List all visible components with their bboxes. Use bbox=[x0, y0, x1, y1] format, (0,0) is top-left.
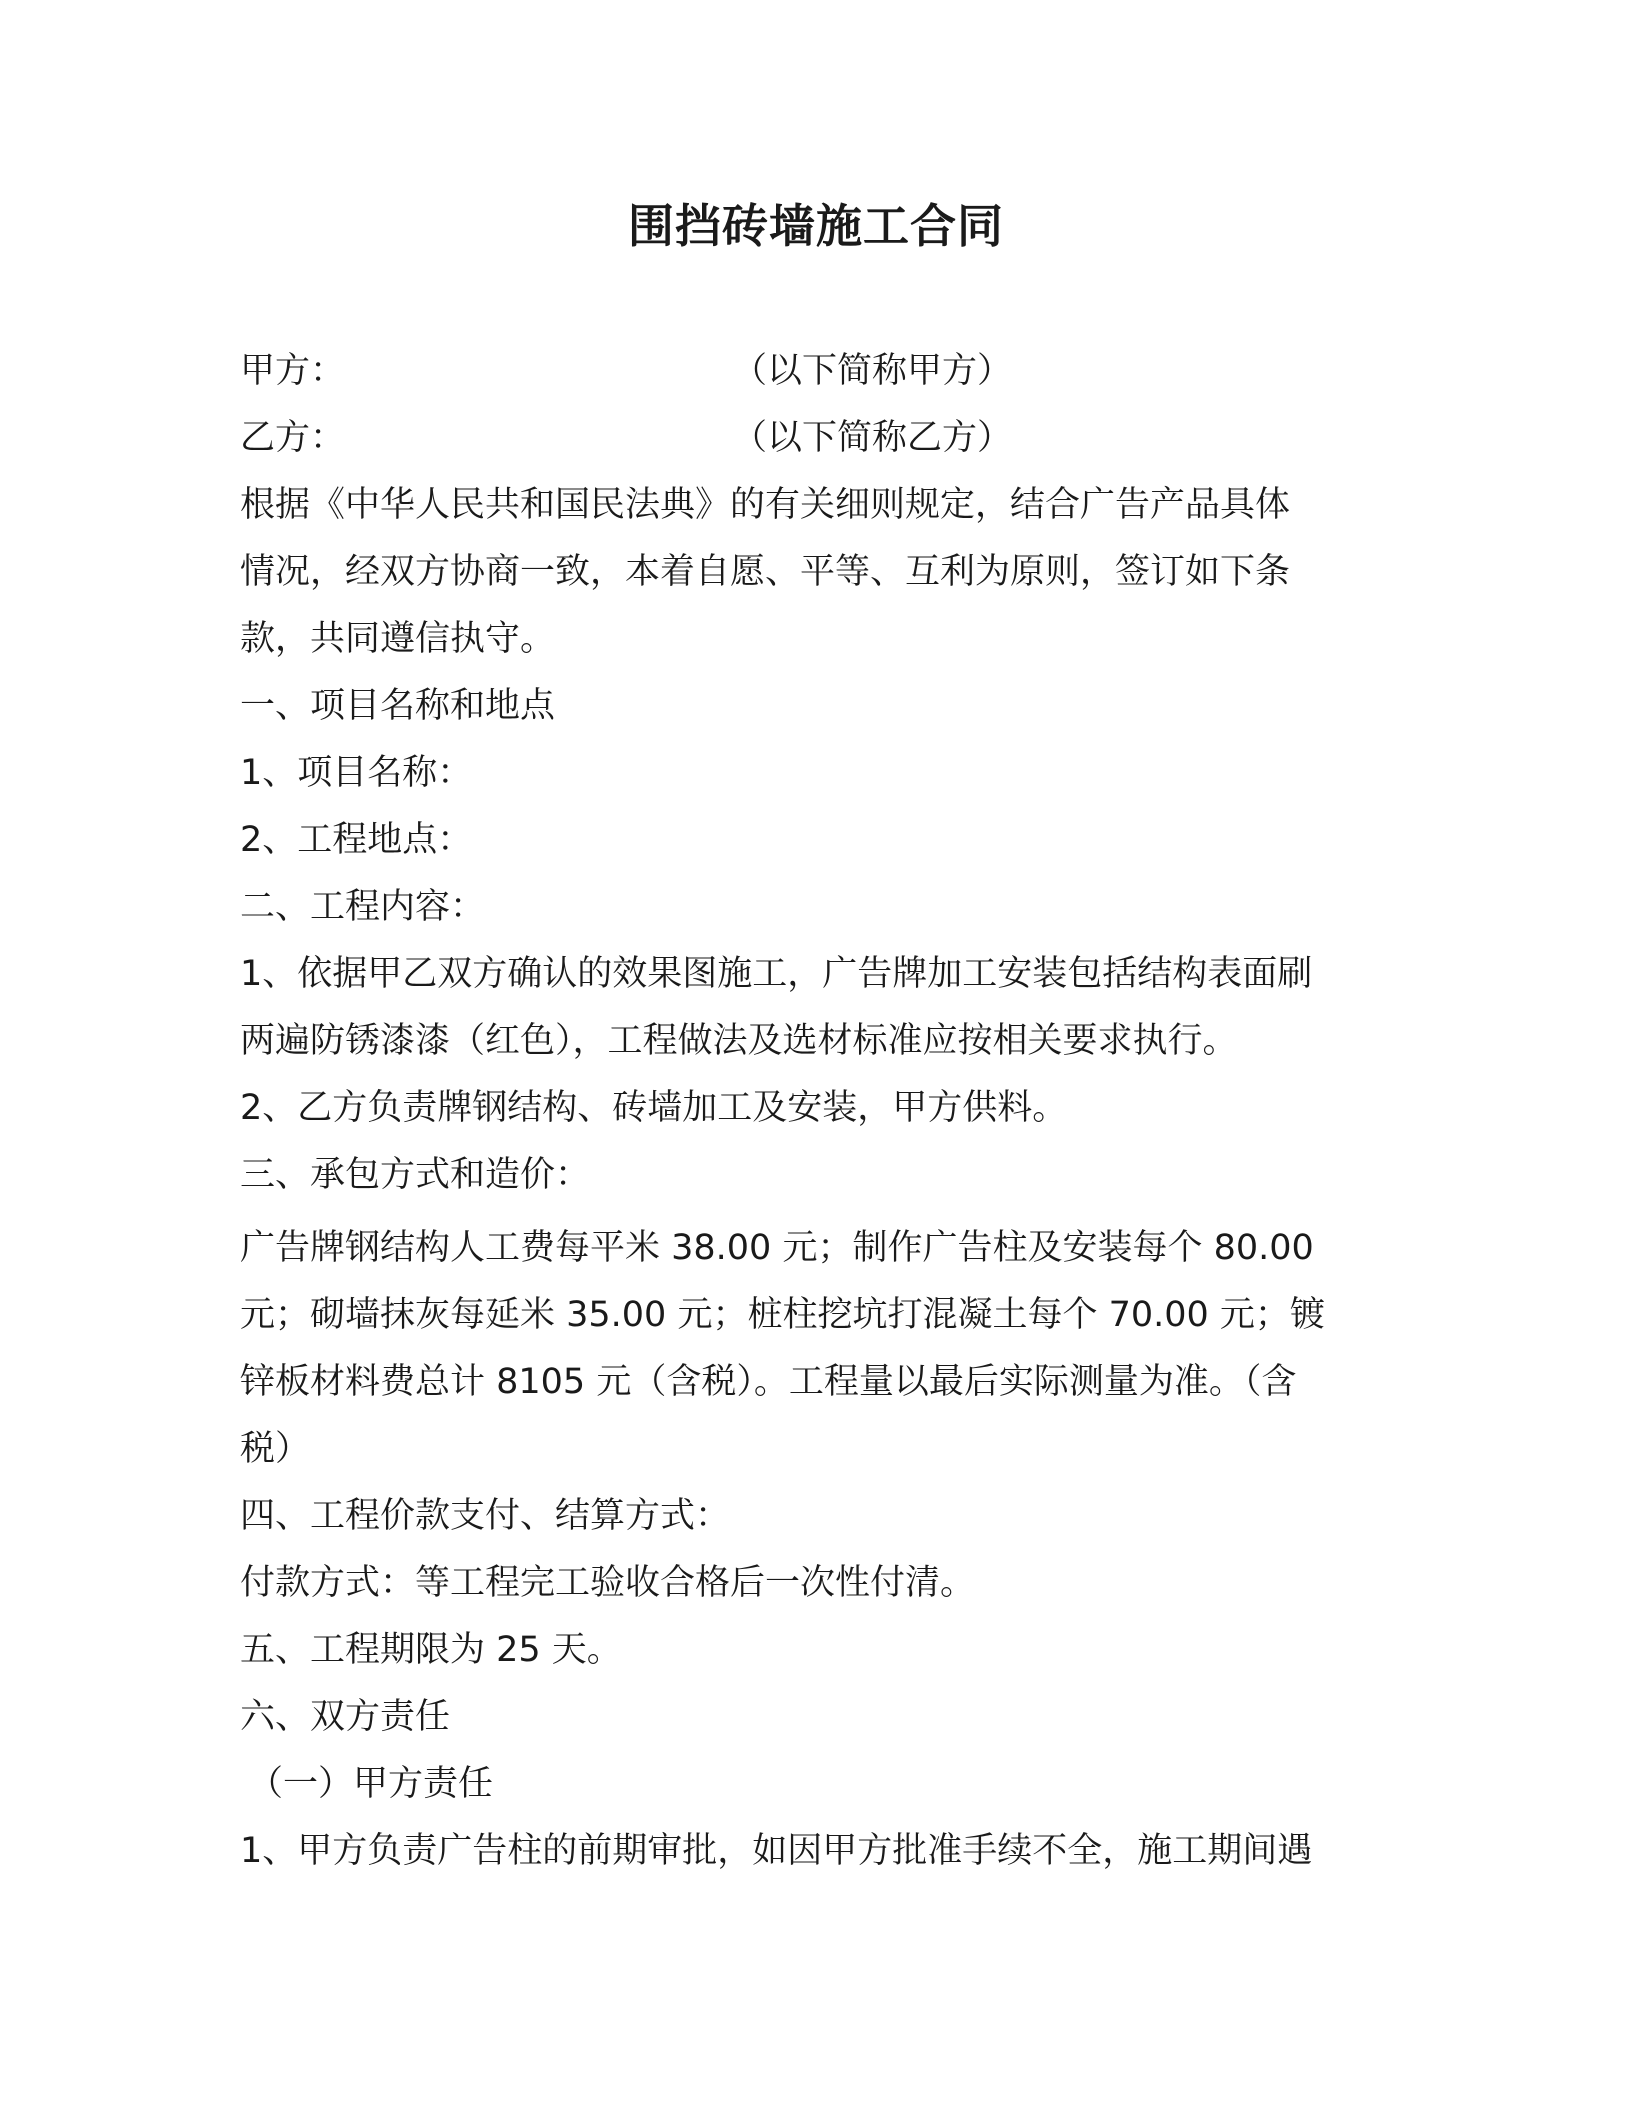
party-b-label: 乙方： bbox=[240, 418, 346, 458]
text-line: 款，共同遵信执守。 bbox=[240, 619, 556, 659]
party-b-note: （以下简称乙方） bbox=[732, 418, 1013, 458]
subsection-heading: （一）甲方责任 bbox=[248, 1764, 494, 1804]
section-heading: 一、项目名称和地点 bbox=[240, 686, 556, 726]
section-heading: 三、承包方式和造价： bbox=[240, 1155, 591, 1195]
text-line: 1、项目名称： bbox=[240, 753, 473, 793]
text-line: 1、依据甲乙双方确认的效果图施工，广告牌加工安装包括结构表面刷 bbox=[240, 954, 1313, 994]
section-heading: 四、工程价款支付、结算方式： bbox=[240, 1496, 731, 1536]
party-a-line bbox=[240, 338, 1400, 405]
text-line: 元；砌墙抹灰每延米 35.00 元；桩柱挖坑打混凝土每个 70.00 元；镀 bbox=[240, 1295, 1325, 1335]
document-body bbox=[240, 338, 1400, 1885]
text-line: 1、甲方负责广告柱的前期审批，如因甲方批准手续不全，施工期间遇 bbox=[240, 1831, 1313, 1871]
text-line: 2、乙方负责牌钢结构、砖墙加工及安装，甲方供料。 bbox=[240, 1088, 1068, 1128]
party-a-label: 甲方： bbox=[240, 351, 346, 391]
section-heading: 六、双方责任 bbox=[240, 1697, 451, 1737]
party-b-line bbox=[240, 405, 1400, 472]
section-heading: 五、工程期限为 25 天。 bbox=[240, 1630, 622, 1670]
text-line: 付款方式：等工程完工验收合格后一次性付清。 bbox=[240, 1563, 976, 1603]
document-title: 围挡砖墙施工合同 bbox=[628, 199, 1004, 253]
text-line: 根据《中华人民共和国民法典》的有关细则规定，结合广告产品具体 bbox=[240, 485, 1291, 525]
text-line: 锌板材料费总计 8105 元（含税）。工程量以最后实际测量为准。（含 bbox=[240, 1362, 1297, 1402]
text-line: 情况，经双方协商一致，本着自愿、平等、互利为原则，签订如下条 bbox=[240, 552, 1291, 592]
text-line: 2、工程地点： bbox=[240, 820, 473, 860]
party-a-note: （以下简称甲方） bbox=[732, 351, 1013, 391]
text-line: 广告牌钢结构人工费每平米 38.00 元；制作广告柱及安装每个 80.00 bbox=[240, 1228, 1314, 1268]
text-line: 税） bbox=[240, 1429, 311, 1469]
text-line: 两遍防锈漆漆（红色），工程做法及选材标准应按相关要求执行。 bbox=[240, 1021, 1238, 1061]
section-heading: 二、工程内容： bbox=[240, 887, 486, 927]
